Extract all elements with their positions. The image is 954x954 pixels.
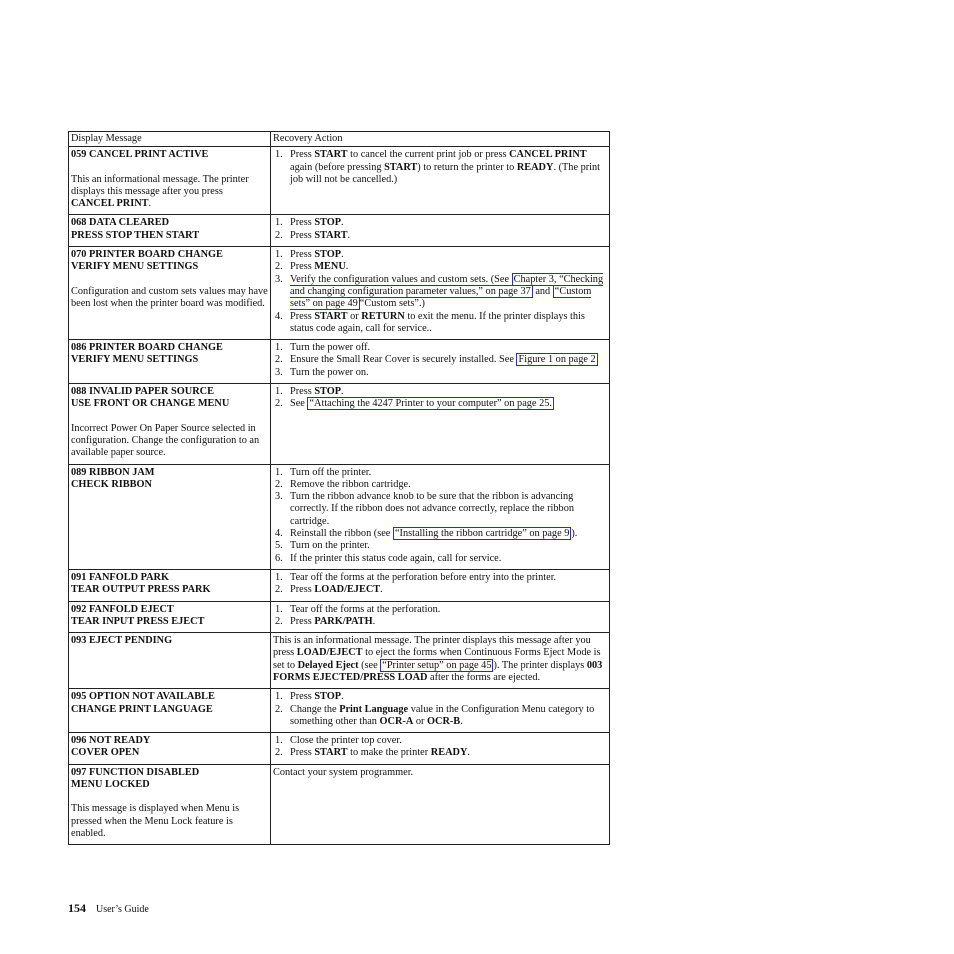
recovery-action-cell (271, 601, 610, 633)
status-description: Incorrect Power On Paper Source selected in configuration. Change the configuration to an available paper source. (71, 422, 260, 459)
action-paragraph (273, 635, 607, 684)
status-code-line2: VERIFY MENU SETTINGS (71, 261, 199, 273)
step-text: Press (290, 615, 315, 627)
status-code: 059 CANCEL PRINT ACTIVE (71, 149, 209, 161)
desc-text: . (148, 198, 152, 210)
step-text: If the printer this status code again, call for service. (290, 552, 502, 564)
status-description (71, 174, 268, 211)
step-number: 2. (275, 747, 283, 759)
display-message-cell (69, 633, 271, 689)
step-text: . (341, 249, 344, 261)
step-text: Tear off the forms at the perforation before entry into the printer. (290, 571, 557, 583)
cross-reference-link[interactable]: Figure 1 on page 2 (518, 354, 596, 366)
status-code: 097 FUNCTION DISABLED (71, 766, 200, 778)
step-list (273, 249, 607, 335)
step-number: 4. (275, 310, 283, 322)
step-list (273, 735, 607, 760)
step (273, 540, 607, 552)
status-description: This message is displayed when Menu is pressed when the Menu Lock feature is enabled. (71, 803, 240, 839)
key-name: START (314, 310, 348, 322)
display-message-cell (69, 764, 271, 844)
recovery-action-cell (271, 464, 610, 569)
page-footer (68, 901, 149, 916)
status-code-line2: COVER OPEN (71, 747, 140, 759)
status-code: 089 RIBBON JAM (71, 466, 155, 478)
step-text: . (341, 691, 344, 703)
step-number: 1. (275, 149, 283, 161)
cross-reference-link[interactable]: “Attaching the 4247 Printer to your computer” on page 25. (309, 398, 552, 410)
step-number: 1. (275, 466, 283, 478)
desc-key: CANCEL PRINT (71, 198, 149, 210)
step-text: . (467, 747, 470, 759)
action-text: ). The printer displays (493, 659, 587, 671)
status-code-line2: CHECK RIBBON (71, 478, 152, 490)
setting-value: OCR-B (427, 715, 461, 727)
recovery-action-cell (271, 689, 610, 733)
key-name: LOAD/EJECT (296, 647, 363, 659)
step-number: 1. (275, 249, 283, 261)
step (273, 249, 607, 261)
table-row (69, 215, 610, 247)
step (273, 217, 607, 229)
action-paragraph: Contact your system programmer. (273, 766, 414, 778)
display-message-cell (69, 464, 271, 569)
step (273, 311, 607, 336)
step-list (273, 342, 607, 379)
status-code: 091 FANFOLD PARK (71, 571, 170, 583)
step (273, 704, 607, 729)
step-number: 3. (275, 491, 283, 503)
recovery-action-cell (271, 215, 610, 247)
step-text: . (347, 229, 351, 241)
status-code-line2: VERIFY MENU SETTINGS (71, 354, 199, 366)
status-code: 086 PRINTER BOARD CHANGE (71, 342, 223, 354)
step-number: 2. (275, 229, 283, 241)
step-text: Change the (290, 703, 340, 715)
step-number: 2. (275, 354, 283, 366)
display-message-cell (69, 384, 271, 464)
key-name: START (314, 149, 348, 161)
recovery-action-cell (271, 764, 610, 844)
step-text: . (372, 615, 376, 627)
table-row (69, 247, 610, 340)
step-number: 1. (275, 691, 283, 703)
step-text: Press (290, 149, 315, 161)
step-text: to cancel the current print job or press (347, 149, 510, 161)
step (273, 261, 607, 273)
recovery-action-cell (271, 384, 610, 464)
step-text: Turn the power off. (290, 342, 371, 354)
step-text: Turn on the printer. (290, 540, 370, 552)
display-message-cell (69, 689, 271, 733)
step-text: to make the printer (347, 747, 431, 759)
step-text: or (413, 715, 427, 727)
step-text: Press (290, 229, 315, 241)
step-text: Press (290, 584, 315, 596)
key-name: START (384, 161, 418, 173)
step (273, 747, 607, 759)
step (273, 584, 607, 596)
key-name: MENU (314, 261, 346, 273)
step (273, 367, 607, 379)
action-text: (see (358, 659, 381, 671)
status-code: 093 EJECT PENDING (71, 635, 173, 647)
table-row (69, 569, 610, 601)
status-code-line2: TEAR INPUT PRESS EJECT (71, 615, 205, 627)
table-row (69, 733, 610, 765)
display-message-cell (69, 215, 271, 247)
status-code-line2: MENU LOCKED (71, 779, 150, 791)
step-number: 3. (275, 273, 283, 285)
table-row (69, 147, 610, 215)
step-text: Press (290, 249, 315, 261)
step-text: or (347, 310, 362, 322)
step-text: Tear off the forms at the perforation. (290, 603, 441, 615)
step-text: Reinstall the ribbon (see (290, 528, 393, 540)
step (273, 491, 607, 528)
step-text: Press (290, 261, 315, 273)
status-code: 088 INVALID PAPER SOURCE (71, 386, 214, 398)
step-number: 3. (275, 366, 283, 378)
display-message-cell (69, 733, 271, 765)
step-number: 2. (275, 703, 283, 715)
step-number: 4. (275, 528, 283, 540)
recovery-action-cell (271, 733, 610, 765)
step-text: . (460, 715, 463, 727)
status-code-line2: PRESS STOP THEN START (71, 229, 200, 241)
setting-name: Delayed Eject (297, 659, 359, 671)
step-text: Verify the configuration values and custom sets. (See (290, 273, 512, 285)
step-list (273, 691, 607, 728)
step-text: Ensure the Small Rear Cover is securely installed. See (290, 354, 517, 366)
key-name: START (314, 747, 348, 759)
step-list (273, 604, 607, 629)
step (273, 274, 607, 311)
page-number: 154 (68, 901, 86, 915)
step-text: . (345, 261, 349, 273)
status-description: Configuration and custom sets values may have been lost when the printer board was modified. (71, 285, 268, 309)
status-code: 095 OPTION NOT AVAILABLE (71, 691, 215, 703)
step-text: Press (290, 217, 315, 229)
step-list (273, 467, 607, 565)
cross-reference-link[interactable]: “Custom sets” on page 49 (290, 285, 592, 310)
step-text: “Custom sets”.) (359, 298, 425, 310)
step (273, 528, 607, 540)
step-text: Close the printer top cover. (290, 735, 402, 747)
step-number: 1. (275, 217, 283, 229)
header-display-message: Display Message (69, 132, 271, 147)
step-number: 1. (275, 386, 283, 398)
display-message-cell (69, 340, 271, 384)
step-text: and (532, 285, 553, 297)
step-text: . (380, 584, 383, 596)
table-row (69, 601, 610, 633)
recovery-action-cell (271, 340, 610, 384)
status-code: 070 PRINTER BOARD CHANGE (71, 249, 223, 261)
status-code-line2: USE FRONT OR CHANGE MENU (71, 398, 230, 410)
cross-reference-link[interactable]: “Installing the ribbon cartridge” on page 9 (394, 528, 570, 540)
step-number: 1. (275, 571, 283, 583)
status-code-line2: CHANGE PRINT LANGUAGE (71, 703, 213, 715)
status-code-table (68, 131, 610, 845)
step-text: value in the Configuration Menu category to something other than (290, 703, 595, 727)
step-number: 2. (275, 615, 283, 627)
step-text: Turn the power on. (290, 366, 369, 378)
cross-reference-link[interactable]: Chapter 3, “Checking and changing configuration parameter values,” on page 37 (290, 273, 604, 297)
display-message-cell (69, 247, 271, 340)
step-number: 2. (275, 478, 283, 490)
step-text: Turn off the printer. (290, 466, 372, 478)
step-list (273, 572, 607, 597)
key-name: START (314, 229, 348, 241)
step-number: 1. (275, 603, 283, 615)
step (273, 604, 607, 616)
step (273, 230, 607, 242)
step-text: . (341, 217, 344, 229)
step-text: Press (290, 310, 315, 322)
step-number: 2. (275, 584, 283, 596)
key-name: CANCEL PRINT (509, 149, 587, 161)
key-name: STOP (314, 386, 342, 398)
step-number: 5. (275, 540, 283, 552)
key-name: LOAD/EJECT (314, 584, 381, 596)
step-text: Press (290, 691, 315, 703)
step-text: ) to return the printer to (417, 161, 517, 173)
action-text: to eject the forms when Continuous Forms Eject Mode is set to (273, 647, 601, 671)
step-text: . (The print job will not be cancelled.) (290, 161, 601, 185)
step-number: 1. (275, 342, 283, 354)
status-code: 096 NOT READY (71, 735, 151, 747)
status-code-line2: TEAR OUTPUT PRESS PARK (71, 584, 211, 596)
step-number: 2. (275, 261, 283, 273)
step-text: ). (571, 528, 578, 540)
step-text: to exit the menu. If the printer displays this status code again, call for service.. (290, 310, 585, 334)
header-recovery-action: Recovery Action (271, 132, 610, 147)
display-message-cell (69, 601, 271, 633)
step-number: 6. (275, 552, 283, 564)
key-name: STOP (314, 691, 342, 703)
key-name: PARK/PATH (314, 615, 373, 627)
step (273, 354, 607, 366)
cross-reference-link[interactable]: “Printer setup” on page 45 (382, 659, 492, 671)
step (273, 398, 607, 410)
display-message-cell (69, 569, 271, 601)
key-name: STOP (314, 249, 342, 261)
table-row (69, 464, 610, 569)
key-name: READY (430, 747, 468, 759)
step-list (273, 386, 607, 411)
table-header-row (69, 132, 610, 147)
table-row (69, 689, 610, 733)
step-text: See (290, 398, 308, 410)
desc-text: This an informational message. The printer displays this message after you press (71, 173, 249, 197)
step-text: . (341, 386, 344, 398)
table-row (69, 633, 610, 689)
step (273, 149, 607, 186)
recovery-action-cell (271, 247, 610, 340)
step-list (273, 149, 607, 186)
book-title: User’s Guide (96, 904, 149, 915)
key-name: READY (516, 161, 554, 173)
step-list (273, 217, 607, 242)
step-text: Remove the ribbon cartridge. (290, 478, 411, 490)
status-code: 068 DATA CLEARED (71, 217, 170, 229)
key-name: STOP (314, 217, 342, 229)
step (273, 479, 607, 491)
recovery-action-cell (271, 147, 610, 215)
step-text: Press (290, 386, 315, 398)
recovery-action-cell (271, 569, 610, 601)
table-row (69, 764, 610, 844)
action-text: after the forms are ejected. (427, 671, 541, 683)
step-text: Press (290, 747, 315, 759)
step-number: 2. (275, 398, 283, 410)
table-row (69, 384, 610, 464)
step (273, 467, 607, 479)
step (273, 691, 607, 703)
step-text: Turn the ribbon advance knob to be sure that the ribbon is advancing correctly. If the ribbon does not advance correctly, replace the ribbon cartridge. (290, 491, 574, 527)
step (273, 735, 607, 747)
status-code: 092 FANFOLD EJECT (71, 603, 174, 615)
setting-value: OCR-A (379, 715, 414, 727)
display-message-cell (69, 147, 271, 215)
action-text: This is an informational message. The printer displays this message after you press (273, 635, 591, 659)
recovery-action-cell (271, 633, 610, 689)
table-row (69, 340, 610, 384)
step (273, 616, 607, 628)
setting-name: Print Language (339, 703, 409, 715)
step (273, 572, 607, 584)
step (273, 553, 607, 565)
step-text: again (before pressing (290, 161, 385, 173)
status-message: 003 FORMS EJECTED/PRESS LOAD (273, 659, 603, 683)
key-name: RETURN (361, 310, 405, 322)
step-number: 1. (275, 735, 283, 747)
